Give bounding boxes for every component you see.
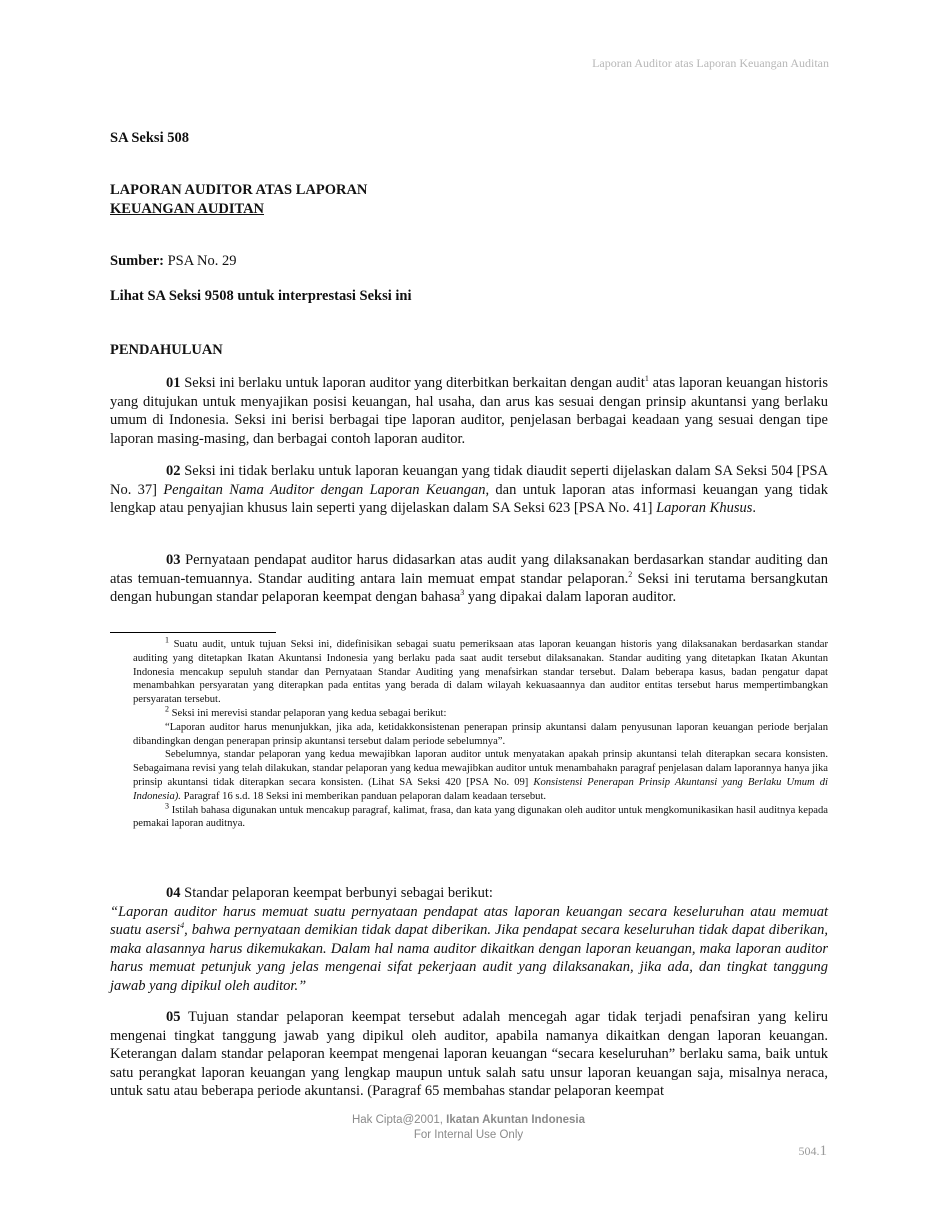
footer-copyright: Hak Cipta@2001, Ikatan Akuntan Indonesia bbox=[351, 1114, 586, 1126]
footnote-2-continued: Sebelumnya, standar pelaporan yang kedua mewajibkan laporan auditor untuk menyatakan apakah prinsip akuntansi telah diterapkan secara konsisten. Sebagaimana revisi yang telah dilakukan, standar pelaporan yang kedua mewajibkan auditor untuk menambahakn paragraf penjelasan dalam laporannya hanya jika prinsip akuntansi tidak diterapkan secara konsisten. (Lihat SA Seksi 420 [PSA No. 09] Konsistensi Penerapan Prinsip Akuntansi yang Berlaku Umum di Indonesia). Paragraf 16 s.d. 18 Seksi ini memberikan panduan pelaporan dalam keadaan tersebut. bbox=[133, 749, 828, 802]
footnote-1: $^1$ Suatu audit, untuk tujuan Seksi ini, didefinisikan sebagai suatu pemeriksaan atas laporan keuangan historis yang dilaksanakan berdasarkan standar auditing yang ditetapkan Ikatan Akuntansi Indonesia yang berlaku pada saat audit tersebut dilaksanakan. Standar auditing yang ditetapkan Ikatan Akuntan Indonesia mencakup sepuluh standar dan Pernyataan Standar Auditing yang menafsirkan standar tersebut. Dalam beberapa kasus, badan pengatur dapat menambahkan persyaratan yang diterapkan pada entitas yang berada di dalam wilayah kekuasaannya dan auditor entitas tersebut harus mempertimbangkan persyaratan tersebut. bbox=[133, 635, 828, 706]
source-line bbox=[110, 253, 828, 270]
footnotes bbox=[133, 635, 828, 831]
footnote-divider bbox=[110, 632, 276, 633]
footnote-3: $^3$ Istilah bahasa digunakan untuk mencakup paragraf, kalimat, frasa, dan kata yang digunakan oleh auditor untuk mengkomunikasikan hasil auditnya kepada pemakai laporan auditnya. bbox=[133, 801, 828, 830]
paragraph-05: 05 Tujuan standar pelaporan keempat tersebut adalah mencegah agar tidak terjadi penafsiran yang keliru mengenai tingkat tanggung jawab yang dipikul oleh auditor, apabila namanya dikaitkan dengan laporan keuangan. Keterangan dalam standar pelaporan keempat mengenai laporan keuangan “secara keseluruhan” berlaku sama, baik untuk satu perangkat laporan keuangan yang lengkap maupun untuk salah satu unsur laporan keuangan saja, misalnya neraca, untuk satu atau beberapa periode akuntansi. (Paragraf 65 membahas standar pelaporan keempat bbox=[110, 1009, 828, 1100]
see-also-note: Lihat SA Seksi 9508 untuk interprestasi Seksi ini bbox=[110, 288, 412, 304]
footnote-ref: 3 bbox=[460, 588, 465, 598]
running-header: Laporan Auditor atas Laporan Keuangan Auditan bbox=[592, 56, 829, 70]
source-value: PSA No. 29 bbox=[167, 253, 237, 269]
paragraph-number: 04 bbox=[166, 885, 181, 901]
section-number: SA Seksi 508 bbox=[110, 130, 189, 146]
paragraph-number: 03 bbox=[166, 552, 181, 568]
paragraph-number: 02 bbox=[166, 463, 181, 479]
footnote-ref: 1 bbox=[644, 374, 649, 384]
paragraph-01: 01 Seksi ini berlaku untuk laporan auditor yang diterbitkan berkaitan dengan audit$^1$ atas laporan keuangan historis yang ditujukan untuk menyajikan posisi keuangan, hal usaha, dan arus kas sesuai dengan prinsip akuntansi yang berlaku umum di Indonesia. Seksi ini berisi berbagai tipe laporan auditor, penjelasan berbagai keadaan yang sesuai dengan tipe laporan masing-masing, dan berbagai contoh laporan auditor. bbox=[110, 374, 828, 447]
paragraph-number: 01 bbox=[166, 375, 181, 391]
paragraph-03: 03 Pernyataan pendapat auditor harus didasarkan atas audit yang dilaksanakan berdasarkan standar auditing dan atas temuan-temuannya. Standar auditing antara lain memuat empat standar pelaporan.$^2$ Seksi ini terutama bersangkutan dengan hubungan standar pelaporan keempat dengan bahasa$^3$ yang dipakai dalam laporan auditor. bbox=[110, 552, 828, 606]
reporting-standard-quote: “Laporan auditor harus memuat suatu pernyataan pendapat atas laporan keuangan secara keseluruhan atau memuat suatu asersi$^4$, bahwa pernyataan demikian tidak dapat diberikan. Jika pendapat secara keseluruhan tidak dapat diberikan, maka alasannya harus dikemukakan. Dalam hal nama auditor dikaitkan dengan laporan keuangan, maka laporan auditor harus memuat petunjuk yang jelas mengenai sifat pekerjaan audit yang dilaksanakan, jika ada, dan tingkat tanggung jawab yang dipikul oleh auditor.” bbox=[110, 903, 828, 994]
section-title-line1: LAPORAN AUDITOR ATAS LAPORAN bbox=[110, 182, 368, 198]
intro-heading: PENDAHULUAN bbox=[110, 342, 223, 358]
footnote-2-quote: “Laporan auditor harus menunjukkan, jika ada, ketidakkonsistenan penerapan prinsip akuntansi dalam penyusunan laporan keuangan periode berjalan dibandingkan dengan penerapan prinsip akuntansi tersebut dalam periode sebelumnya”. bbox=[133, 721, 828, 747]
footnote-ref: 4 bbox=[180, 921, 185, 931]
section-title-line2: KEUANGAN AUDITAN bbox=[110, 201, 265, 217]
source-label: Sumber: bbox=[110, 253, 164, 269]
page-number: 504.1 bbox=[798, 1143, 827, 1159]
footer-org: Ikatan Akuntan Indonesia bbox=[446, 1114, 586, 1126]
paragraph-number: 05 bbox=[166, 1009, 181, 1025]
paragraph-04-lead: 04 Standar pelaporan keempat berbunyi sebagai berikut: bbox=[166, 885, 493, 901]
paragraph-02: 02 Seksi ini tidak berlaku untuk laporan keuangan yang tidak diaudit seperti dijelaskan dalam SA Seksi 504 [PSA No. 37] Pengaitan Nama Auditor dengan Laporan Keuangan, dan untuk laporan atas informasi keuangan yang tidak lengkap atau penyajian khusus lain seperti yang dijelaskan dalam SA Seksi 623 [PSA No. 41] Laporan Khusus. bbox=[110, 463, 828, 517]
section-title bbox=[110, 181, 828, 219]
footer-internal: For Internal Use Only bbox=[413, 1129, 524, 1141]
footnote-ref: 2 bbox=[628, 569, 633, 579]
footnote-2: $^2$ Seksi ini merevisi standar pelaporan yang kedua sebagai berikut: bbox=[165, 704, 447, 719]
paragraph-04 bbox=[110, 884, 828, 996]
